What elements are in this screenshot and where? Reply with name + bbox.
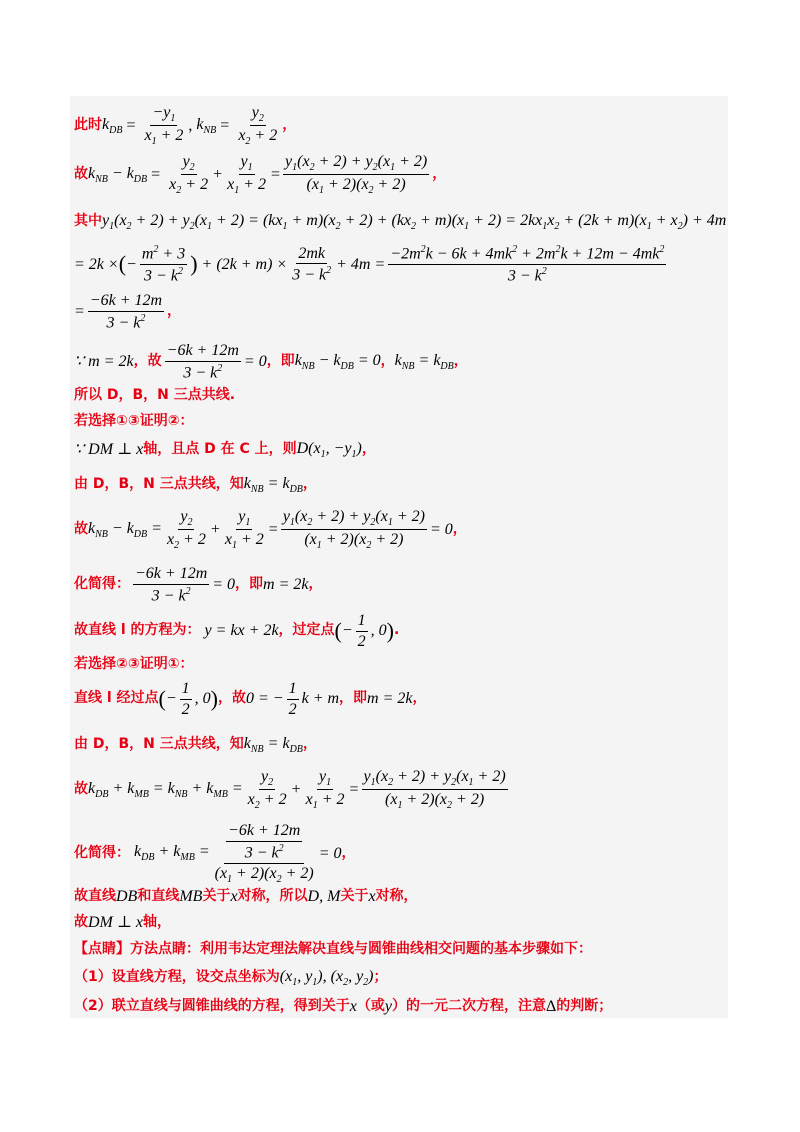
fraction: $\frac{y_2}{x_2 + 2}$: [238, 104, 278, 148]
line-22: （1）设直线方程，设交点坐标为 ($x_1$, $y_1$), ($x_2$, $y_2$) ；: [74, 968, 388, 989]
line-8: 若选择①③证明②：: [74, 413, 194, 429]
line-17: 故 $k_{DB} + k_{MB} = k_{NB} + k_{MB}$ = $\frac{y_2}{x_2 + 2}$ + $\frac{y_1}{x_1 + 2}$ = $\frac{y_1(x_2 + 2) + y_2(x_1 + 2)}{(x_1 + 2)(x_2 + 2)}$: [74, 768, 506, 812]
line-11: 故 $k_{NB} - k_{DB}$ = $\frac{y_2}{x_2 + 2}$ + $\frac{y_1}{x_1 + 2}$ = $\frac{y_1(x_2 + 2) + y_2(x_1 + 2)}{(x_1 + 2)(x_2 + 2)}$ = 0 ，: [74, 508, 467, 552]
line-2: 故 $k_{NB} - k_{DB}$ = $\frac{y_2}{x_2 + 2}$ + $\frac{y_1}{x_1 + 2}$ = $\frac{y_1(x_2 + 2) + y_2(x_1 + 2)}{(x_1 + 2)(x_2 + 2)}$ ，: [74, 153, 447, 197]
line-16: 由 D，B，N 三点共线，知 $k_{NB} = k_{DB}$ ，: [74, 735, 317, 756]
line-14: 若选择②③证明①：: [74, 656, 194, 672]
line-10: 由 D，B，N 三点共线，知 $k_{NB} = k_{DB}$ ，: [74, 475, 317, 496]
line-9: ∵ DM ⊥ x 轴，且点 D 在 C 上，则 $D(x_1$, $-y_1$) ，: [74, 440, 376, 461]
line-18: 化简得： $k_{DB} + k_{MB}$ = $\frac{\frac{-6k + 12m}{3 - k^2}}{(x_1 + 2)(x_2 + 2)}$ = 0 ，: [74, 822, 356, 885]
line-12: 化简得： $\frac{-6k + 12m}{3 - k^2}$ = 0 ，即 m = 2k ，: [74, 565, 323, 604]
line-19: 故直线 DB 和直线 MB 关于 x 对称，所以 D, M 关于 x 对称，: [74, 888, 418, 905]
line-6: ∵ m = 2k ，故 $\frac{-6k + 12m}{3 - k^2}$ = 0 ，即 $k_{NB} - k_{DB} = 0$ ， $k_{NB} = k_{DB}$ ，: [74, 342, 468, 381]
line-23: （2）联立直线与圆锥曲线的方程，得到关于 x （或 y ）的一元二次方程，注意 Δ 的判断；: [74, 998, 613, 1015]
line-13: 故直线 l 的方程为： y = kx + 2k ，过定点 ( − $\frac{1}{2}$ , 0 ) .: [74, 612, 400, 650]
line-15: 直线 l 经过点 ( − $\frac{1}{2}$ , 0 ) ，故 0 = − $\frac{1}{2}$ k + m ，即 m = 2k ，: [74, 680, 427, 718]
line-4: = 2k × ( − $\frac{m^2 + 3}{3 - k^2}$ ) + (2k + m) × $\frac{2mk}{3 - k^2}$ + 4m = $\frac{-2m^2k - 6k + 4mk^2 + 2m^2k + 12m - 4mk^2}{3 - k^2}$: [74, 244, 665, 285]
line-1: 此时 $k_{DB}$ = $\frac{-y_1}{x_1 + 2}$ , $k_{NB}$ = $\frac{y_2}{x_2 + 2}$ ，: [74, 104, 297, 148]
fraction: $\frac{-y_1}{x_1 + 2}$: [144, 104, 184, 148]
line-5: = $\frac{-6k + 12m}{3 - k^2}$ ，: [74, 292, 182, 331]
line-3: 其中 $y_1(x_2 + 2) + y_2(x_1 + 2) = (kx_1 + m)(x_2 + 2) + (kx_2 + m)(x_1 + 2) = 2kx_1x_2 + (2k + m)(x_1 + x_2) + 4m$: [74, 212, 727, 233]
line-21: 【点睛】方法点睛：利用韦达定理法解决直线与圆锥曲线相交问题的基本步骤如下：: [74, 941, 592, 957]
line-20: 故 DM ⊥ x 轴，: [74, 914, 172, 931]
text-cishi: 此时: [74, 116, 102, 133]
line-7: 所以 D，B，N 三点共线.: [74, 387, 236, 403]
math-1: $k_{DB}$: [102, 115, 123, 136]
